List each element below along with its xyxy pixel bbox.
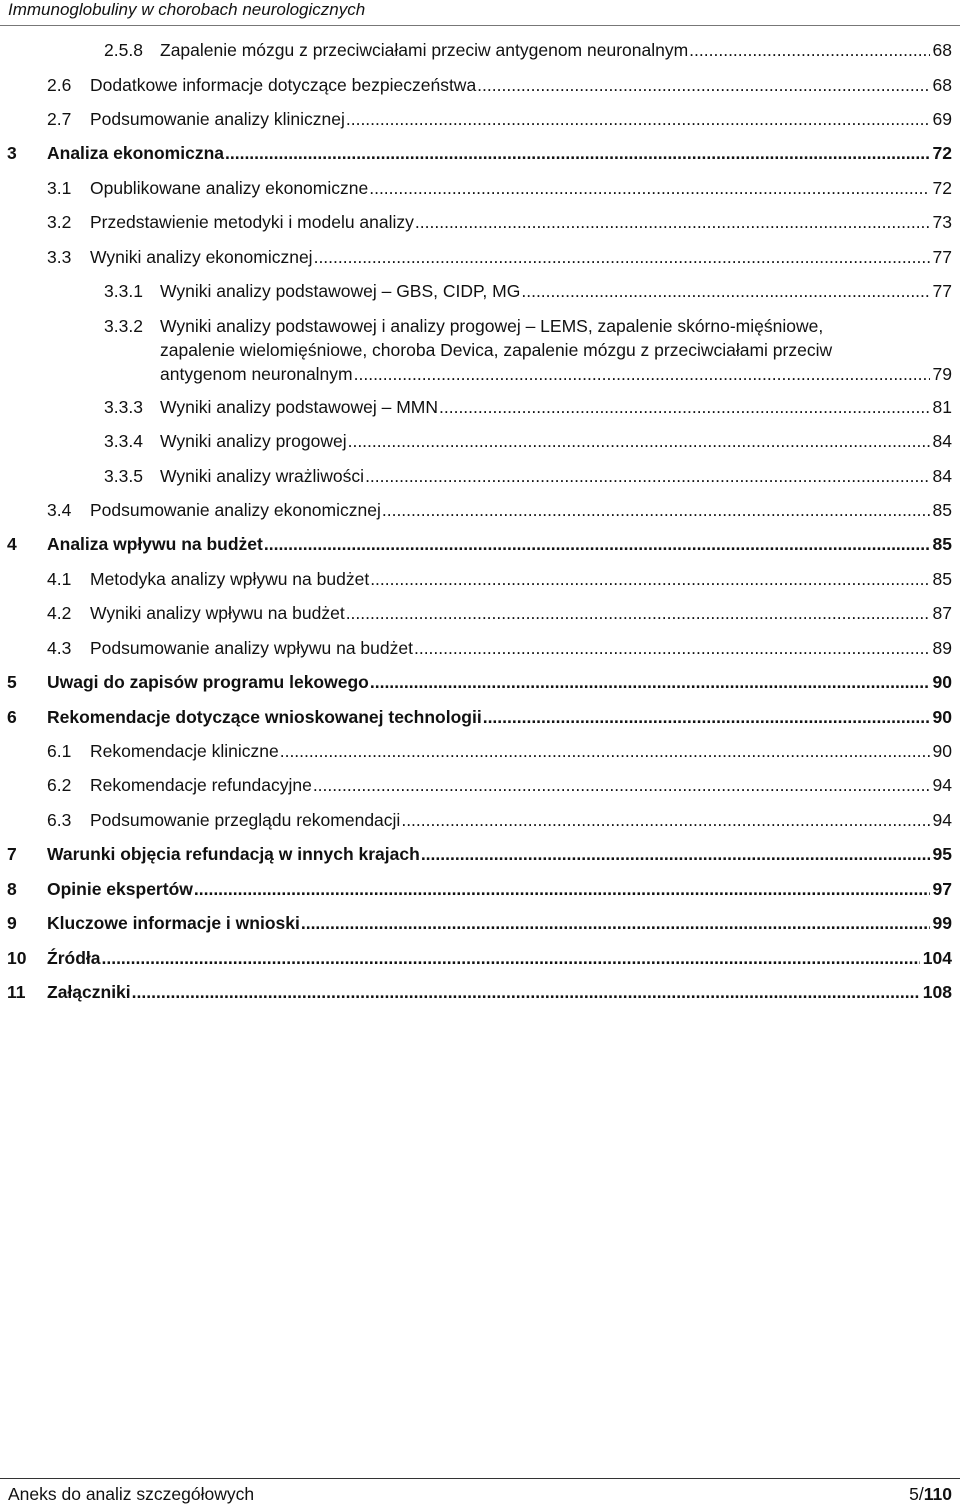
toc-page: 90 bbox=[932, 672, 952, 692]
toc-leader bbox=[263, 532, 930, 556]
toc-page: 84 bbox=[932, 431, 952, 451]
toc-title: Załączniki bbox=[47, 982, 131, 1002]
toc-page: 97 bbox=[932, 879, 952, 899]
toc-title-row bbox=[90, 73, 952, 97]
toc-title: Źródła bbox=[47, 948, 101, 968]
toc-leader bbox=[224, 141, 930, 165]
toc-leader bbox=[353, 362, 930, 386]
footer-page-separator: / bbox=[918, 1484, 924, 1504]
toc-leader bbox=[193, 877, 930, 901]
toc-title-line: zapalenie wielomięśniowe, choroba Devica, zapalenie mózgu z przeciwciałami przeciw bbox=[160, 340, 833, 360]
toc-page: 68 bbox=[932, 75, 952, 95]
toc-title: Wyniki analizy progowej bbox=[160, 431, 347, 451]
toc-leader bbox=[312, 773, 930, 797]
toc-leader bbox=[420, 842, 930, 866]
toc-page: 73 bbox=[932, 212, 952, 232]
toc-title-row bbox=[47, 141, 952, 165]
toc-title: Wyniki analizy ekonomicznej bbox=[90, 247, 313, 267]
toc-leader bbox=[369, 567, 929, 591]
toc-title-row bbox=[160, 464, 952, 488]
toc-title: Metodyka analizy wpływu na budżet bbox=[90, 569, 370, 589]
toc-title-row bbox=[90, 601, 952, 625]
toc-leader bbox=[413, 636, 930, 660]
toc-title-row bbox=[160, 395, 952, 419]
toc-title-row bbox=[47, 532, 952, 556]
toc-title-row bbox=[47, 705, 952, 729]
toc-title: Uwagi do zapisów programu lekowego bbox=[47, 672, 369, 692]
toc-leader bbox=[400, 808, 929, 832]
toc-page: 104 bbox=[922, 948, 952, 968]
toc-leader bbox=[300, 911, 930, 935]
toc-number: 6 bbox=[7, 707, 17, 727]
toc-number: 10 bbox=[7, 948, 27, 968]
footer-page-number bbox=[909, 1484, 952, 1504]
toc-title: Podsumowanie analizy ekonomicznej bbox=[90, 500, 381, 520]
toc-page: 69 bbox=[932, 109, 952, 129]
toc-title: Dodatkowe informacje dotyczące bezpieczeństwa bbox=[90, 75, 477, 95]
toc-title-row bbox=[160, 362, 952, 386]
toc-page: 95 bbox=[932, 844, 952, 864]
toc-page: 84 bbox=[932, 466, 952, 486]
toc-page: 72 bbox=[932, 178, 952, 198]
toc-number: 11 bbox=[7, 982, 26, 1002]
toc-number: 3.3 bbox=[47, 247, 72, 267]
toc-number: 3 bbox=[7, 143, 17, 163]
toc-number: 3.3.2 bbox=[104, 316, 143, 336]
toc-leader bbox=[279, 739, 930, 763]
toc-page: 90 bbox=[932, 707, 952, 727]
toc-number: 7 bbox=[7, 844, 17, 864]
footer-document-title: Aneks do analiz szczegółowych bbox=[8, 1484, 255, 1504]
toc-page: 94 bbox=[932, 775, 952, 795]
toc-number: 4.3 bbox=[47, 638, 72, 658]
toc-title-row bbox=[47, 670, 952, 694]
toc-number: 3.1 bbox=[47, 178, 72, 198]
header-title: Immunoglobuliny w chorobach neurologicznych bbox=[8, 0, 366, 19]
toc-leader bbox=[438, 395, 930, 419]
toc-page: 85 bbox=[932, 534, 952, 554]
toc-title: Analiza ekonomiczna bbox=[47, 143, 224, 163]
toc-page: 94 bbox=[932, 810, 952, 830]
toc-title-row bbox=[90, 107, 952, 131]
toc-title-row bbox=[90, 567, 952, 591]
toc-number: 3.3.1 bbox=[104, 281, 143, 301]
toc-number: 3.2 bbox=[47, 212, 72, 232]
toc-title: Rekomendacje kliniczne bbox=[90, 741, 279, 761]
toc-page: 77 bbox=[932, 247, 952, 267]
toc-page: 81 bbox=[932, 397, 952, 417]
toc-leader bbox=[476, 73, 929, 97]
toc-leader bbox=[688, 38, 929, 62]
toc-title: Wyniki analizy podstawowej – MMN bbox=[160, 397, 438, 417]
toc-title: antygenom neuronalnym bbox=[160, 364, 353, 384]
toc-title: Podsumowanie przeglądu rekomendacji bbox=[90, 810, 401, 830]
toc-page: 79 bbox=[932, 364, 952, 384]
toc-number: 9 bbox=[7, 913, 17, 933]
toc-number: 8 bbox=[7, 879, 17, 899]
toc-page: 89 bbox=[932, 638, 952, 658]
toc-title-row bbox=[160, 38, 952, 62]
toc-title: Przedstawienie metodyki i modelu analizy bbox=[90, 212, 414, 232]
header-divider bbox=[0, 25, 960, 26]
toc-leader bbox=[100, 946, 919, 970]
toc-number: 4.1 bbox=[47, 569, 72, 589]
toc-number: 6.2 bbox=[47, 775, 72, 795]
toc-title-block bbox=[160, 314, 952, 386]
toc-title-row bbox=[47, 911, 952, 935]
toc-leader bbox=[131, 980, 920, 1004]
toc-number: 3.3.4 bbox=[104, 431, 143, 451]
toc-title: Wyniki analizy podstawowej – GBS, CIDP, MG bbox=[160, 281, 521, 301]
toc-title: Podsumowanie analizy wpływu na budżet bbox=[90, 638, 413, 658]
toc-leader bbox=[520, 279, 929, 303]
toc-number: 2.6 bbox=[47, 75, 72, 95]
toc-title: Rekomendacje refundacyjne bbox=[90, 775, 312, 795]
toc-number: 2.7 bbox=[47, 109, 72, 129]
toc-leader bbox=[368, 176, 929, 200]
toc-number: 6.3 bbox=[47, 810, 72, 830]
toc-number: 3.3.3 bbox=[104, 397, 143, 417]
toc-title-row bbox=[90, 210, 952, 234]
toc-title-row bbox=[90, 245, 952, 269]
toc-title: Wyniki analizy wpływu na budżet bbox=[90, 603, 345, 623]
toc-number: 4 bbox=[7, 534, 17, 554]
toc-title: Podsumowanie analizy klinicznej bbox=[90, 109, 345, 129]
toc-number: 6.1 bbox=[47, 741, 72, 761]
toc-page: 85 bbox=[932, 569, 952, 589]
toc-title-row bbox=[90, 808, 952, 832]
toc-number: 3.3.5 bbox=[104, 466, 143, 486]
toc-title-row bbox=[90, 739, 952, 763]
footer-divider bbox=[0, 1478, 960, 1479]
page-header bbox=[0, 0, 960, 28]
toc-leader bbox=[345, 107, 930, 131]
toc-title-row bbox=[160, 279, 952, 303]
toc-page: 90 bbox=[932, 741, 952, 761]
toc-title: Zapalenie mózgu z przeciwciałami przeciw antygenom neuronalnym bbox=[160, 40, 689, 60]
footer-page-current: 5 bbox=[909, 1484, 919, 1504]
toc-title: Warunki objęcia refundacją w innych krajach bbox=[47, 844, 420, 864]
toc-page: 77 bbox=[932, 281, 952, 301]
toc-title: Rekomendacje dotyczące wnioskowanej technologii bbox=[47, 707, 482, 727]
toc-page: 68 bbox=[932, 40, 952, 60]
toc-title-row bbox=[160, 429, 952, 453]
toc-title: Opinie ekspertów bbox=[47, 879, 193, 899]
toc-title-row bbox=[47, 946, 952, 970]
toc-title-row bbox=[47, 842, 952, 866]
toc-title-row bbox=[47, 980, 952, 1004]
toc-title-line: Wyniki analizy podstawowej i analizy progowej – LEMS, zapalenie skórno-mięśniowe, bbox=[160, 316, 824, 336]
toc-leader bbox=[482, 705, 930, 729]
toc-title-row bbox=[47, 877, 952, 901]
toc-title: Opublikowane analizy ekonomiczne bbox=[90, 178, 369, 198]
toc-page: 87 bbox=[932, 603, 952, 623]
toc-entry[interactable] bbox=[0, 314, 960, 386]
toc-leader bbox=[381, 498, 930, 522]
toc-title-row bbox=[90, 498, 952, 522]
toc-page: 99 bbox=[932, 913, 952, 933]
toc-leader bbox=[345, 601, 930, 625]
toc-leader bbox=[347, 429, 930, 453]
toc-leader bbox=[369, 670, 930, 694]
toc-number: 2.5.8 bbox=[104, 40, 143, 60]
toc-leader bbox=[313, 245, 930, 269]
footer-page-total: 110 bbox=[923, 1484, 952, 1504]
toc-title-row bbox=[90, 176, 952, 200]
toc-page: 108 bbox=[922, 982, 952, 1002]
toc-title: Wyniki analizy wrażliwości bbox=[160, 466, 365, 486]
toc-title-row bbox=[90, 636, 952, 660]
toc-number: 4.2 bbox=[47, 603, 72, 623]
toc-title: Kluczowe informacje i wnioski bbox=[47, 913, 300, 933]
toc-leader bbox=[414, 210, 930, 234]
toc-title: Analiza wpływu na budżet bbox=[47, 534, 263, 554]
toc-title-row bbox=[90, 773, 952, 797]
toc-page: 85 bbox=[932, 500, 952, 520]
toc-page: 72 bbox=[932, 143, 952, 163]
toc-leader bbox=[364, 464, 929, 488]
toc-number: 3.4 bbox=[47, 500, 72, 520]
page-footer bbox=[0, 1478, 960, 1505]
toc-number: 5 bbox=[7, 672, 17, 692]
